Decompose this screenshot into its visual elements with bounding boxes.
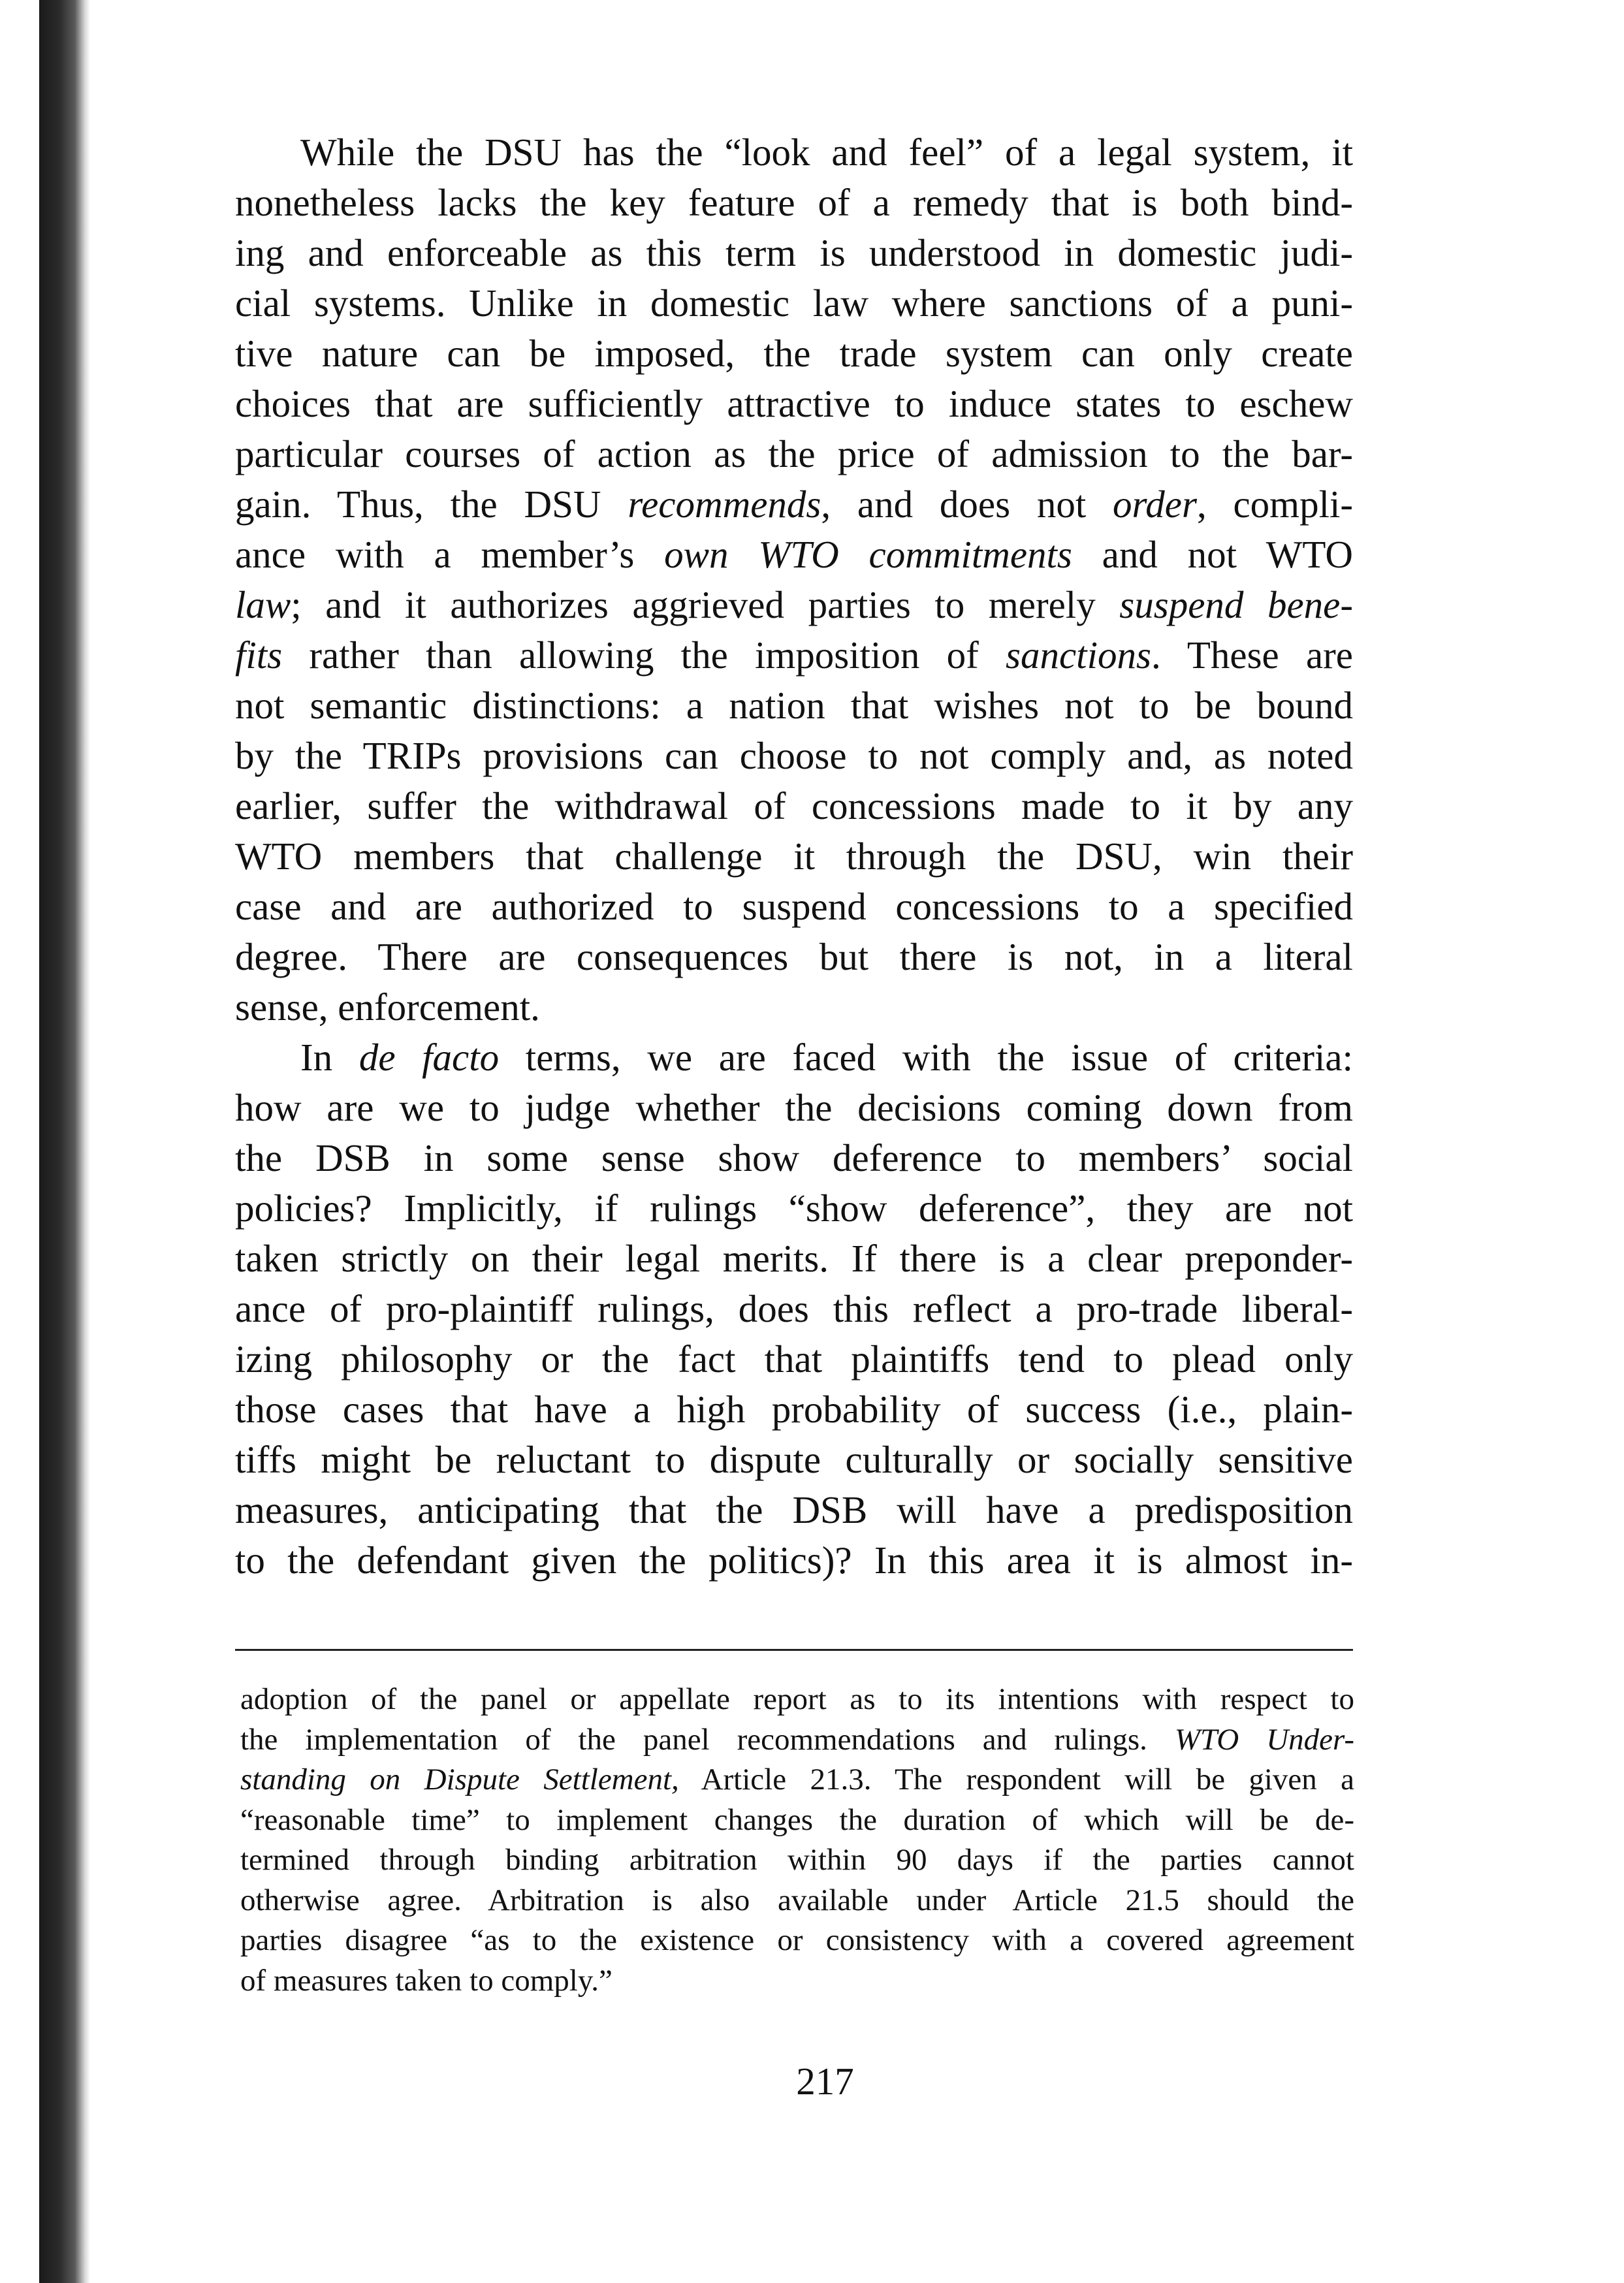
footnote-line: parties disagree “as to the existence or consistency with a covered agreement xyxy=(240,1923,1354,1957)
text-run: ance with a member’s xyxy=(235,533,665,576)
text-line: WTO members that challenge it through the DSU, win their xyxy=(235,835,1353,878)
text-line: measures, anticipating that the DSB will have a predisposition xyxy=(235,1488,1353,1531)
text-line: tive nature can be imposed, the trade system can only create xyxy=(235,332,1353,375)
text-line: case and are authorized to suspend concessions to a specified xyxy=(235,885,1353,928)
text-run: , compli- xyxy=(1196,483,1353,526)
text-line: to the defendant given the politics)? In this area it is almost in- xyxy=(235,1539,1353,1582)
footnote-line: termined through binding arbitration within 90 days if the parties cannot xyxy=(240,1843,1354,1877)
book-binding-edge xyxy=(39,0,90,2283)
text-line: those cases that have a high probability of success (i.e., plain- xyxy=(235,1388,1353,1431)
italic-term: law xyxy=(235,583,291,626)
text-line: sense, enforcement. xyxy=(235,985,540,1029)
text-line: taken strictly on their legal merits. If there is a clear preponder- xyxy=(235,1237,1353,1280)
text-run: Article 21.3. The respondent will be given a xyxy=(678,1763,1354,1796)
text-run: and not WTO xyxy=(1072,533,1353,576)
text-line xyxy=(235,630,1353,680)
footnote-separator-rule xyxy=(235,1649,1353,1651)
footnote-line: of measures taken to comply.” xyxy=(240,1963,613,1998)
footnote-line: otherwise agree. Arbitration is also available under Article 21.5 should the xyxy=(240,1883,1354,1917)
text-line: nonetheless lacks the key feature of a remedy that is both bind- xyxy=(235,181,1353,224)
italic-term: sanctions xyxy=(1006,633,1151,677)
text-line: earlier, suffer the withdrawal of concessions made to it by any xyxy=(235,784,1353,827)
text-line: the DSB in some sense show deference to members’ social xyxy=(235,1136,1353,1179)
italic-term: suspend bene- xyxy=(1119,583,1353,626)
paragraph-1 xyxy=(235,127,1353,1032)
text-line: degree. There are consequences but there is not, in a literal xyxy=(235,935,1353,978)
text-run: , and does not xyxy=(821,483,1113,526)
footnote-line: “reasonable time” to implement changes the duration of which will be de- xyxy=(240,1802,1354,1837)
text-line xyxy=(235,1032,1353,1083)
italic-term: standing on Dispute Settlement, xyxy=(240,1763,679,1796)
text-run: the implementation of the panel recommendations and rulings. xyxy=(240,1722,1175,1757)
text-line: choices that are sufficiently attractive to induce states to eschew xyxy=(235,382,1353,425)
text-run: ; and it authorizes aggrieved parties to merely xyxy=(291,583,1120,626)
italic-term: own WTO commitments xyxy=(664,533,1072,576)
italic-term: recommends xyxy=(628,483,821,526)
text-line: by the TRIPs provisions can choose to not comply and, as noted xyxy=(235,734,1353,777)
text-line: particular courses of action as the price of admission to the bar- xyxy=(235,432,1353,475)
text-line: not semantic distinctions: a nation that wishes not to be bound xyxy=(235,684,1353,727)
text-run: In xyxy=(300,1036,359,1079)
text-line xyxy=(235,530,1353,580)
footnote-line xyxy=(240,1760,1354,1800)
text-line: While the DSU has the “look and feel” of a legal system, it xyxy=(300,131,1353,174)
footnote-line: adoption of the panel or appellate report as to its intentions with respect to xyxy=(240,1682,1354,1716)
text-run: . These are xyxy=(1151,633,1353,677)
text-run: gain. Thus, the DSU xyxy=(235,483,628,526)
text-line: izing philosophy or the fact that plaintiffs tend to plead only xyxy=(235,1337,1353,1381)
paragraph-2 xyxy=(235,1032,1353,1586)
page-margin-left xyxy=(0,0,39,2283)
text-line: ing and enforceable as this term is understood in domestic judi- xyxy=(235,231,1353,274)
main-text-body xyxy=(235,127,1353,1586)
text-line xyxy=(235,580,1353,630)
italic-term: WTO Under- xyxy=(1174,1722,1355,1757)
text-run: terms, we are faced with the issue of criteria: xyxy=(499,1036,1353,1079)
footnote xyxy=(240,1680,1354,2001)
text-line: tiffs might be reluctant to dispute culturally or socially sensitive xyxy=(235,1438,1353,1481)
text-line: policies? Implicitly, if rulings “show deference”, they are not xyxy=(235,1187,1353,1230)
italic-term: de facto xyxy=(358,1036,500,1079)
page-number: 217 xyxy=(796,2060,854,2103)
italic-term: order xyxy=(1113,483,1197,526)
italic-term: fits xyxy=(235,633,283,677)
text-run: rather than allowing the imposition of xyxy=(282,633,1006,677)
text-line xyxy=(235,479,1353,530)
text-line: how are we to judge whether the decisions coming down from xyxy=(235,1086,1353,1129)
text-line: ance of pro-plaintiff rulings, does this reflect a pro-trade liberal- xyxy=(235,1287,1353,1330)
text-line: cial systems. Unlike in domestic law where sanctions of a puni- xyxy=(235,281,1353,325)
footnote-line xyxy=(240,1720,1354,1761)
